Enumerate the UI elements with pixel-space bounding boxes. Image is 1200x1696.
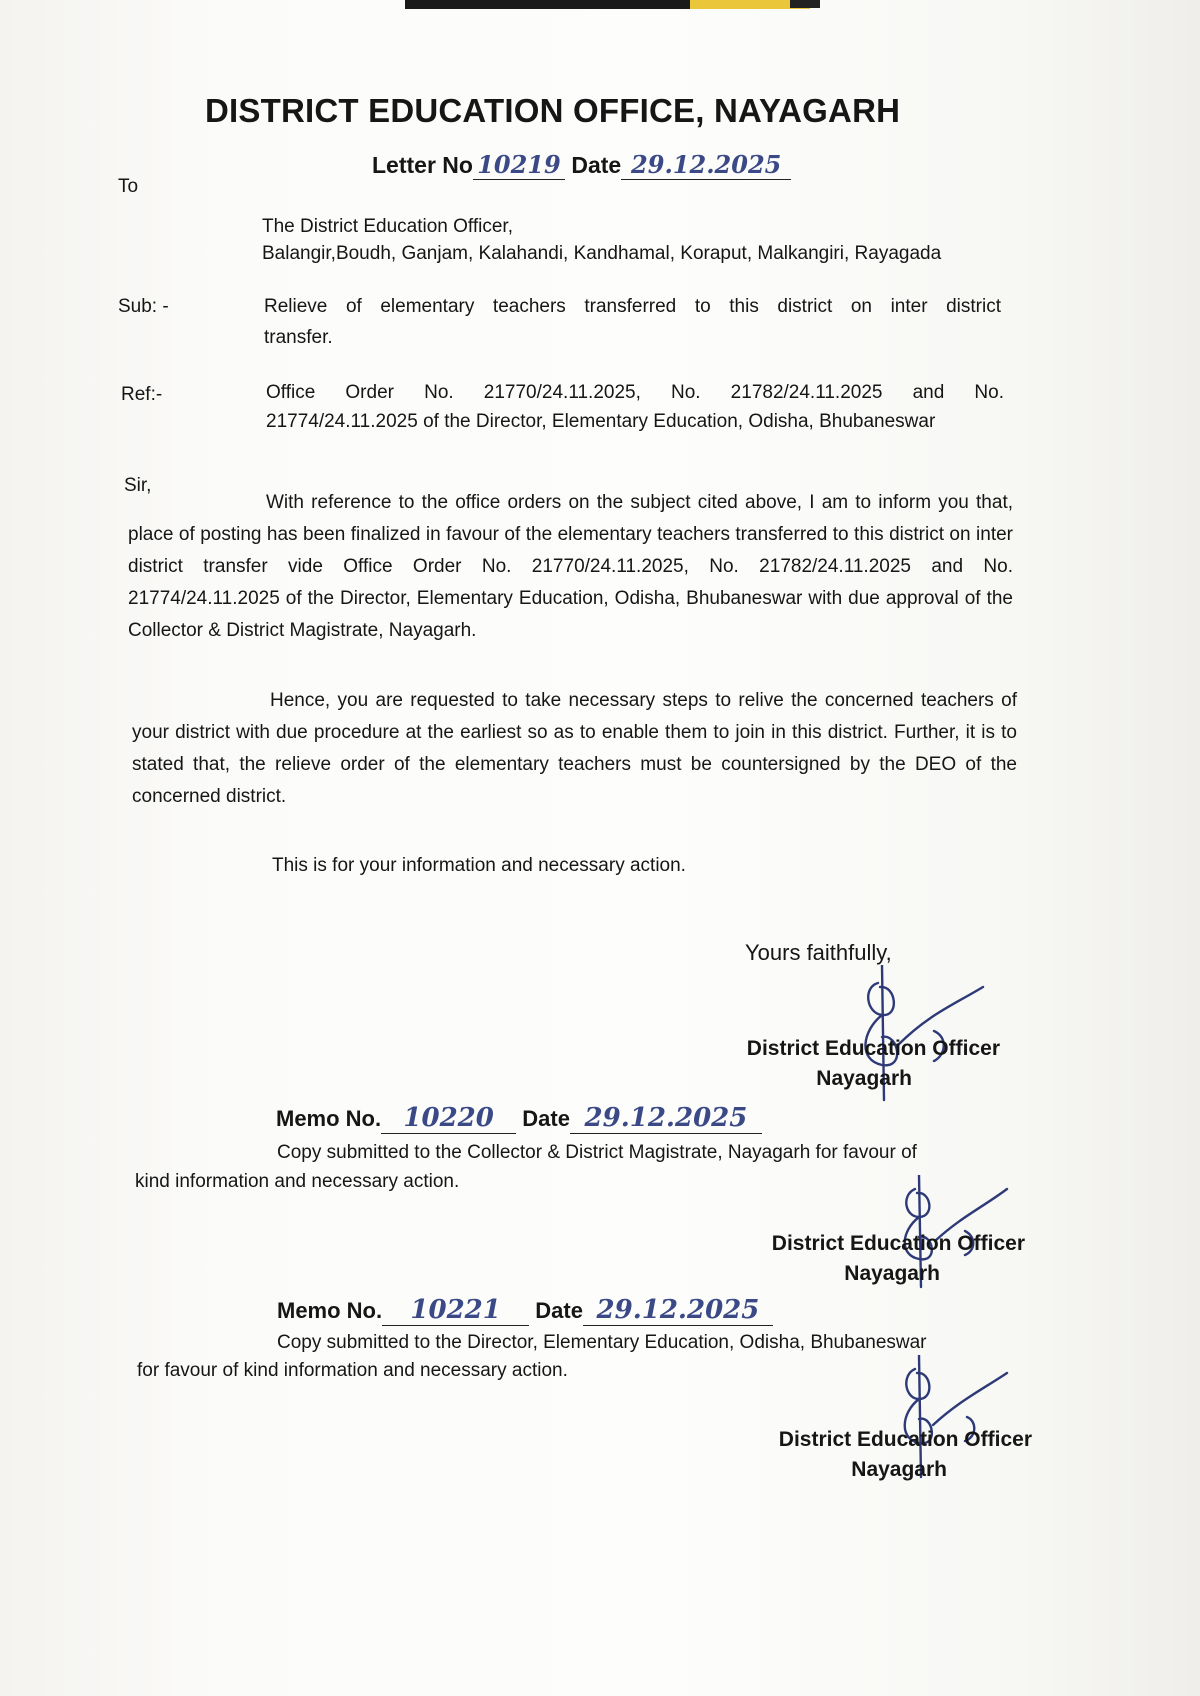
body-paragraph-2-text: Hence, you are requested to take necessary steps to relive the concerned teachers of your district with due procedure at the earliest so as to enable them to join in this district. Further, it is to stated that, the relieve order of the elementary teachers must be countersigned by the DEO of the concerned district. xyxy=(132,690,1017,807)
body-paragraph-1-text: With reference to the office orders on the subject cited above, I am to inform you that, place of posting has been finalized in favour of the elementary teachers transferred to this district on inter district transfer vide Office Order No. 21770/24.11.2025, No. 21782/24.11.2025 and No. 21774/24.11.2025 of the Director, Elementary Education, Odisha, Bhubaneswar with due approval of the Collector & District Magistrate, Nayagarh. xyxy=(128,492,1013,641)
signatory-2-title: District Education Officer xyxy=(771,1232,1025,1255)
memo-1-number: 10220 xyxy=(381,1103,516,1134)
memo-2-line-1: Copy submitted to the Director, Elementary Education, Odisha, Bhubaneswar xyxy=(277,1332,927,1353)
memo-2-number: 10221 xyxy=(382,1295,529,1326)
subject-line-1: Relieve of elementary teachers transferred to this district on inter district xyxy=(264,296,1001,317)
memo-2-line-2: for favour of kind information and necessary action. xyxy=(137,1360,568,1381)
signatory-1-place: Nayagarh xyxy=(816,1067,912,1090)
memo-1-date: 29.12.2025 xyxy=(570,1103,762,1134)
signatory-3-place: Nayagarh xyxy=(851,1458,947,1481)
signatory-1 xyxy=(600,1034,1000,1094)
letter-no-value: 10219 xyxy=(473,150,565,180)
reference-line-1: Office Order No. 21770/24.11.2025, No. 21782/24.11.2025 and No. xyxy=(266,382,1004,403)
signatory-3-title: District Education Officer xyxy=(778,1428,1032,1451)
addressee-line-1: The District Education Officer, xyxy=(262,216,513,237)
addressee-line-2: Balangir,Boudh, Ganjam, Kalahandi, Kandhamal, Koraput, Malkangiri, Rayagada xyxy=(262,243,942,264)
memo-1-line xyxy=(276,1103,762,1134)
salutation: Sir, xyxy=(124,475,152,496)
letter-number-line xyxy=(372,150,791,180)
reference-line-2: 21774/24.11.2025 of the Director, Elementary Education, Odisha, Bhubaneswar xyxy=(266,411,936,432)
memo-1-line-1: Copy submitted to the Collector & District Magistrate, Nayagarh for favour of xyxy=(277,1142,917,1163)
body-paragraph-1 xyxy=(128,487,1013,647)
letter-no-label: Letter No xyxy=(372,152,473,178)
to-label: To xyxy=(118,176,139,197)
body-paragraph-3: This is for your information and necessary action. xyxy=(272,855,686,876)
subject-label: Sub: - xyxy=(118,296,169,317)
subject-line-2: transfer. xyxy=(264,327,333,348)
body-paragraph-2 xyxy=(132,685,1017,813)
closing-text: Yours faithfully, xyxy=(745,940,892,965)
reference-label: Ref:- xyxy=(121,384,163,405)
scan-edge-dark-2 xyxy=(790,0,820,8)
office-title: DISTRICT EDUCATION OFFICE, NAYAGARH xyxy=(205,92,901,129)
memo-2-date: 29.12.2025 xyxy=(583,1295,773,1326)
letter-date-value: 29.12.2025 xyxy=(621,150,791,180)
signatory-2 xyxy=(625,1229,1025,1289)
signatory-3 xyxy=(632,1425,1032,1485)
memo-2-label: Memo No. xyxy=(277,1298,383,1323)
memo-1-date-label: Date xyxy=(522,1106,570,1131)
signatory-2-place: Nayagarh xyxy=(844,1262,940,1285)
memo-1-label: Memo No. xyxy=(276,1106,382,1131)
memo-1-line-2: kind information and necessary action. xyxy=(135,1171,460,1192)
memo-2-date-label: Date xyxy=(535,1298,583,1323)
signatory-1-title: District Education Officer xyxy=(746,1037,1000,1060)
scan-edge-dark xyxy=(405,0,705,9)
letter-date-label: Date xyxy=(571,152,622,178)
memo-2-line xyxy=(277,1295,773,1326)
